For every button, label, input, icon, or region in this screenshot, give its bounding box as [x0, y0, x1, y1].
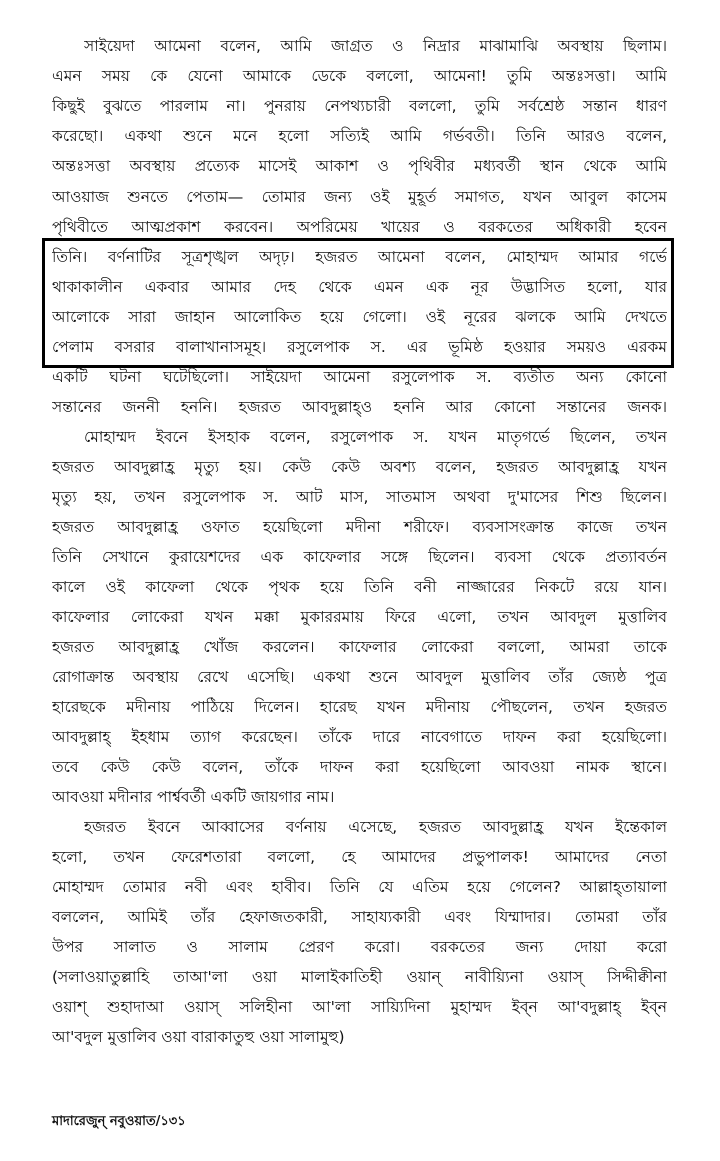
paragraph-line: একটি ঘটনা ঘটেছিলো। সাইয়েদা আমেনা রসুলেপাক স. ব্যতীত অন্য কোনো [52, 368, 667, 386]
paragraph-line: আবদুল্লাহ্ ইহধাম ত্যাগ করেছেন। তাঁকে দারে নাবেগাতে দাফন করা হয়েছিলো। [52, 728, 667, 746]
paragraph-line: হজরত আবদুল্লাহ্র মৃত্যু হয়। কেউ কেউ অবশ্য বলেন, হজরত আবদুল্লাহ্র যখন [52, 458, 667, 476]
paragraph-line: হারেছকে মদীনায় পাঠিয়ে দিলেন। হারেছ যখন মদীনায় পৌছলেন, তখন হজরত [52, 698, 667, 716]
paragraph-line: মোহাম্মদ তোমার নবী এবং হাবীব। তিনি যে এতিম হয়ে গেলেন? আল্লাহ্তায়ালা [52, 878, 667, 896]
paragraph-line: হজরত ইবনে আব্বাসের বর্ণনায় এসেছে, হজরত আবদুল্লাহ্র যখন ইন্তেকাল [84, 818, 667, 836]
paragraph-line: তবে কেউ কেউ বলেন, তাঁকে দাফন করা হয়েছিলো আবওয়া নামক স্থানে। [52, 758, 667, 776]
paragraph-line: অন্তঃসত্তা অবস্থায় প্রত্যেক মাসেই আকাশ ও পৃথিবীর মধ্যবর্তী স্থান থেকে আমি [52, 157, 667, 175]
paragraph-line: পৃথিবীতে আত্মপ্রকাশ করবেন। অপরিমেয় খায়ের ও বরকতের অধিকারী হবেন [52, 218, 667, 236]
paragraph-line: মৃত্যু হয়, তখন রসুলেপাক স. আট মাস, সাতমাস অথবা দু'মাসের শিশু ছিলেন। [52, 488, 667, 506]
paragraph-line: তিনি। বর্ণনাটির সূত্রশৃঙ্খল অদৃঢ়। হজরত আমেনা বলেন, মোহাম্মদ আমার গর্ভে [52, 248, 667, 266]
paragraph-line: (সলাওয়াতুল্লাহি তাআ'লা ওয়া মালাইকাতিহী ওয়ান্ নাবীয়্যিনা ওয়াস্ সিদ্দীক্বীনা [52, 968, 667, 986]
paragraph-line: আওয়াজ শুনতে পেতাম— তোমার জন্য ওই মুহূর্ত সমাগত, যখন আবুল কাসেম [52, 188, 667, 206]
paragraph-line: করেছো। একথা শুনে মনে হলো সত্যিই আমি গর্ভবতী। তিনি আরও বলেন, [52, 127, 667, 145]
paragraph-line: মোহাম্মদ ইবনে ইসহাক বলেন, রসুলেপাক স. যখন মাতৃগর্ভে ছিলেন, তখন [84, 428, 667, 446]
paragraph-line: থাকাকালীন একবার আমার দেহ থেকে এমন এক নূর উদ্ভাসিত হলো, যার [52, 278, 667, 296]
paragraph-line: উপর সালাত ও সালাম প্রেরণ করো। বরকতের জন্য দোয়া করো [52, 938, 667, 956]
paragraph-line: এমন সময় কে যেনো আমাকে ডেকে বললো, আমেনা! তুমি অন্তঃসত্তা। আমি [52, 67, 667, 85]
paragraph-line: কালে ওই কাফেলা থেকে পৃথক হয়ে তিনি বনী নাজ্জারের নিকটে রয়ে যান। [52, 578, 667, 596]
paragraph-line: পেলাম বসরার বালাখানাসমূহ। রসুলেপাক স. এর ভূমিষ্ঠ হওয়ার সময়ও এরকম [52, 338, 667, 356]
paragraph-line: বললেন, আমিই তাঁর হেফাজতকারী, সাহায্যকারী এবং যিম্মাদার। তোমরা তাঁর [52, 908, 667, 926]
paragraph-line: কাফেলার লোকেরা যখন মক্কা মুকাররমায় ফিরে এলো, তখন আবদুল মুত্তালিব [52, 608, 667, 626]
paragraph-line: আ'বদুল মুত্তালিব ওয়া বারাকাতুহু ওয়া সালামুহু) [52, 1028, 345, 1046]
paragraph-line: সন্তানের জননী হননি। হজরত আবদুল্লাহ্ও হননি আর কোনো সন্তানের জনক। [52, 398, 667, 416]
paragraph-line: ওয়াশ্ শুহাদাআ ওয়াস্ সলিহীনা আ'লা সায়্যিদিনা মুহাম্মদ ইব্ন আ'বদুল্লাহ্ ইব্ন [52, 998, 667, 1016]
paragraph-line: রোগাক্রান্ত অবস্থায় রেখে এসেছি। একথা শুনে আবদুল মুত্তালিব তাঁর জ্যেষ্ঠ পুত্র [52, 668, 667, 686]
paragraph-line: কিছুই বুঝতে পারলাম না। পুনরায় নেপথ্যচারী বললো, তুমি সর্বশ্রেষ্ঠ সন্তান ধারণ [52, 97, 667, 115]
paragraph-line: আলোকে সারা জাহান আলোকিত হয়ে গেলো। ওই নূরের ঝলকে আমি দেখতে [52, 308, 667, 326]
page-footer: মাদারেজুন্ নবুওয়াত/১৩১ [52, 1114, 186, 1129]
paragraph-line: আবওয়া মদীনার পার্শ্ববর্তী একটি জায়গার নাম। [52, 788, 335, 806]
paragraph-line: সাইয়েদা আমেনা বলেন, আমি জাগ্রত ও নিদ্রার মাঝামাঝি অবস্থায় ছিলাম। [84, 37, 667, 55]
paragraph-line: হলো, তখন ফেরেশতারা বললো, হে আমাদের প্রভুপালক! আমাদের নেতা [52, 848, 667, 866]
paragraph-line: হজরত আবদুল্লাহ্র খোঁজ করলেন। কাফেলার লোকেরা বললো, আমরা তাকে [52, 638, 667, 656]
paragraph-line: তিনি সেখানে কুরায়েশদের এক কাফেলার সঙ্গে ছিলেন। ব্যবসা থেকে প্রত্যাবর্তন [52, 548, 667, 566]
paragraph-line: হজরত আবদুল্লাহ্র ওফাত হয়েছিলো মদীনা শরীফে। ব্যবসাসংক্রান্ত কাজে তখন [52, 518, 667, 536]
